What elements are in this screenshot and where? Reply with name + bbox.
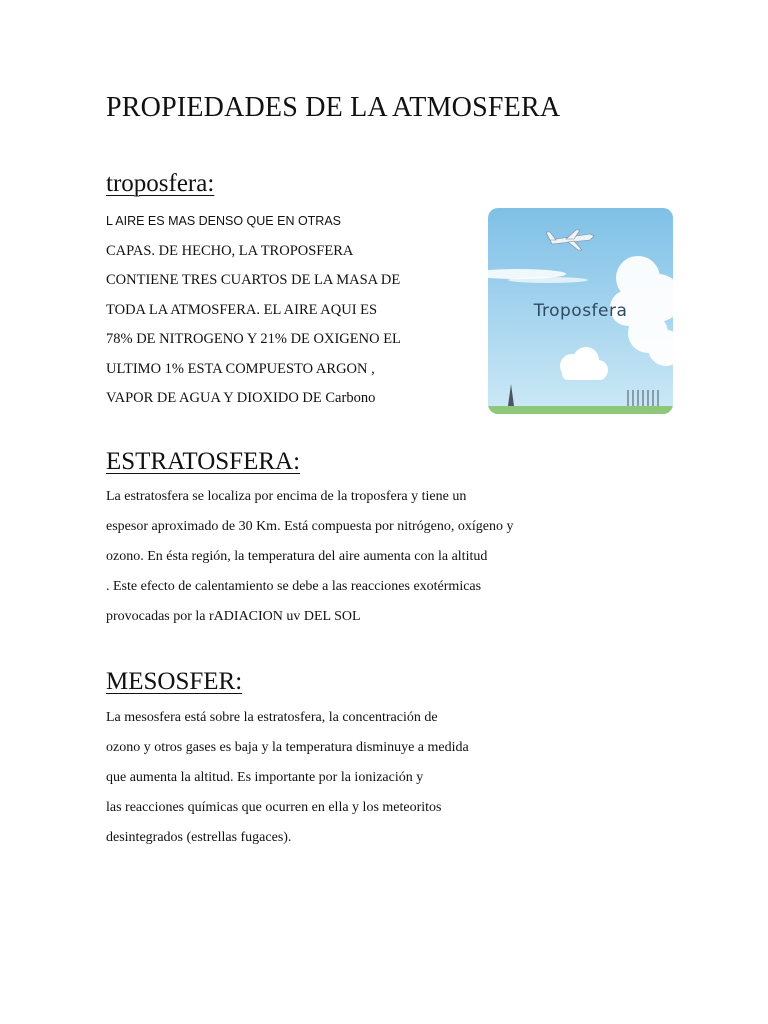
estratosfera-text (106, 482, 513, 632)
text-line: que aumenta la altitud. Es importante por la ionización y (106, 770, 424, 785)
text-line: . Este efecto de calentamiento se debe a las reacciones exotérmicas (106, 579, 482, 594)
mesosfera-heading: MESOSFER: (106, 668, 243, 695)
text-line: La mesosfera está sobre la estratosfera, la concentración de (106, 710, 438, 725)
page-title: PROPIEDADES DE LA ATMOSFERA (106, 92, 561, 123)
text-line: L AIRE ES MAS DENSO QUE EN OTRAS (106, 214, 342, 228)
text-line: CONTIENE TRES CUARTOS DE LA MASA DE (106, 272, 401, 288)
text-line: CAPAS. DE HECHO, LA TROPOSFERA (106, 242, 354, 259)
troposfera-heading: troposfera: (106, 170, 215, 197)
text-line: ULTIMO 1% ESTA COMPUESTO ARGON , (106, 360, 375, 377)
estratosfera-heading: ESTRATOSFERA: (106, 448, 301, 475)
text-line: 78% DE NITROGENO Y 21% DE OXIGENO EL (106, 331, 401, 347)
text-line: TODA LA ATMOSFERA. EL AIRE AQUI ES (106, 301, 378, 318)
text-line: desintegrados (estrellas fugaces). (106, 830, 292, 845)
mesosfera-text (106, 703, 469, 853)
text-line: las reacciones químicas que ocurren en ella y los meteoritos (106, 800, 442, 815)
text-line: espesor aproximado de 30 Km. Está compuesta por nitrógeno, oxígeno y (106, 519, 514, 534)
text-line: VAPOR DE AGUA Y DIOXIDO DE Carbono (106, 390, 376, 406)
text-line: ozono y otros gases es baja y la temperatura disminuye a medida (106, 740, 469, 755)
troposfera-illustration (488, 208, 673, 414)
text-line: La estratosfera se localiza por encima de la troposfera y tiene un (106, 489, 467, 504)
troposfera-image-label: Troposfera (533, 301, 628, 321)
text-line: ozono. En ésta región, la temperatura del aire aumenta con la altitud (106, 549, 488, 564)
text-line: provocadas por la rADIACION uv DEL SOL (106, 609, 361, 624)
troposfera-text (106, 207, 401, 414)
